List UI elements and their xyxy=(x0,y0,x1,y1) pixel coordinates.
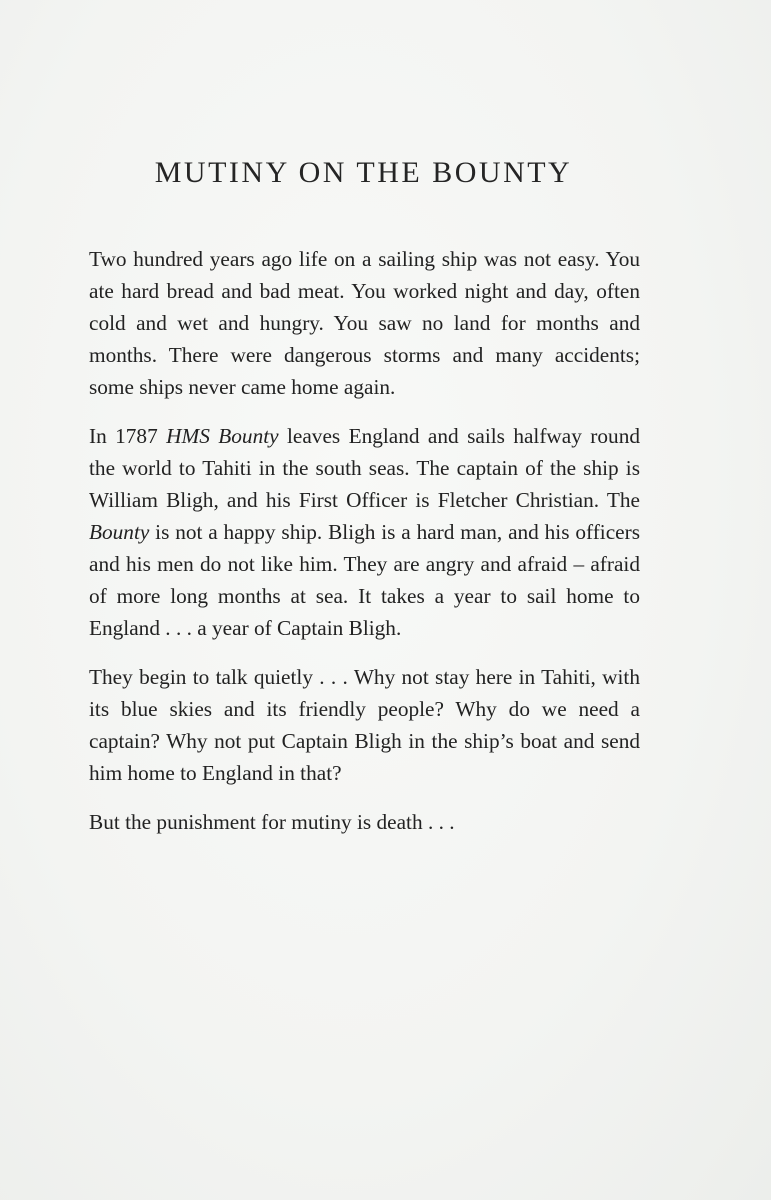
paragraph-intro: Two hundred years ago life on a sailing ship was not easy. You ate hard bread and bad meat. You worked night and day, often cold and wet and hungry. You saw no land for months and months. There were dangerous storms and many accidents; some ships never came home again. xyxy=(89,247,640,399)
page-title: MUTINY ON THE BOUNTY xyxy=(154,156,573,189)
ship-name-italic: Bounty xyxy=(89,520,150,544)
ship-name-italic: HMS Bounty xyxy=(166,424,279,448)
paragraph-story-segment: leaves England and sails halfway round the world to Tahiti in the south seas. The captain of the ship is William Bligh, and his First Officer is Fletcher Christian. The xyxy=(89,424,640,512)
paragraph-story-segment: In 1787 xyxy=(89,424,167,448)
paragraph-story xyxy=(89,420,640,644)
paragraph-question: They begin to talk quietly . . . Why not stay here in Tahiti, with its blue skies and its friendly people? Why do we need a captain? Why not put Captain Bligh in the ship’s boat and send him home to England in that? xyxy=(89,665,640,785)
body-text xyxy=(89,243,640,855)
paragraph-closing: But the punishment for mutiny is death . . . xyxy=(89,810,455,834)
paragraph-story-segment: is not a happy ship. Bligh is a hard man, and his officers and his men do not like him. They are angry and afraid – afraid of more long months at sea. It takes a year to sail home to England . . . a year of Captain Bligh. xyxy=(89,520,640,640)
